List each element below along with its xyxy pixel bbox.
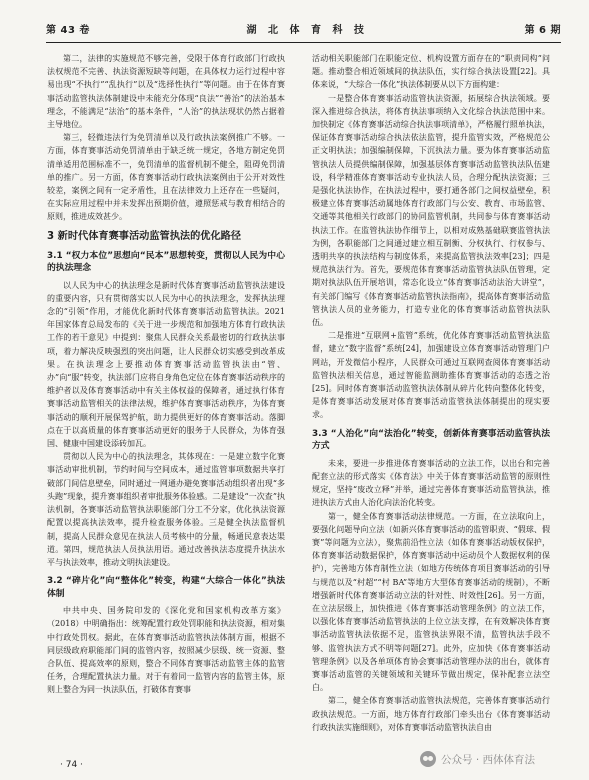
- issue-label: 第 6 期: [524, 24, 561, 36]
- paragraph: 以人民为中心的执法理念是新时代体育赛事活动监管执法建设的重要内容，只有贯彻落实以人民为中心的执法理念，发挥执法理念的“引领”作用，才能优化新时代体育赛事活动监管执法。2021 年国家体育总局发布的《关于进一步规范和加强地方体育行政执法工作的若干意见》中提到：聚焦人民群众关系最密切的行政执法事项，着力解决反映强烈的突出问题，让人民群众切实感受到改革成果。在执法理念上要推动体育赛事活动监管执法由“管、办”向“服”转变，执法部门应将自身角色定位在体育赛事活动秩序的维护者以及体育赛事活动中有关主体权益的保障者，通过执行体育赛事活动监管相关的法律法规，维护体育赛事活动秩序，为体育赛事活动的顺利开展保驾护航，助力提供更好的体育赛事活动。落脚点在于以高质量的体育赛事活动更好的服务于人民群众，为体育强国、健康中国建设添砖加瓦。: [47, 280, 285, 449]
- paragraph: 第三，轻微违法行为免罚清单以及行政执法案例推广不够。一方面，体育赛事活动免罚清单由于缺乏统一规定，各地方制定免罚清单适用范围标准不一，免罚清单的监督机制不健全，阻碍免罚清单的推广。另一方面，体育赛事活动行政执法案例由于公开对效性较差，案例之间有一定矛盾性，且在法律效力上还存在一些疑问，在实际应用过程中并未发挥出预期价值，遵照惩戒与教育相结合的原则，推进成效甚少。: [47, 133, 285, 222]
- watermark-text: 公众号 · 西体体育法: [441, 753, 536, 766]
- paragraph: 二是推进“互联网+监管”系统，优化体育赛事活动监管执法监督，建立“数字监督”系统[24]，加强建设立体育赛事活动管理门户网站，开发微信小程序，人民群众可通过互联网查阅体育赛事活动监管执法相关信息，通过智能监测助推体育赛事活动的态透之治[25]。同时体育赛事活动监管执法体制从碎片化转向整体化转变，是体育赛事活动发展对体育赛事活动监管执法体制提出的现实要求。: [312, 331, 550, 420]
- page-number: · 74 ·: [60, 760, 83, 770]
- section-heading: 3 新时代体育赛事活动监管执法的优化路径: [47, 230, 242, 242]
- paragraph: 第一，健全体育赛事活动法律规范。一方面，在立法取向上，要强化问题导向立法（如新兴体育赛事活动的监管职责、“假球、假赛”等问题为立法），聚焦前沿性立法（如体育赛事活动版权保护，体育赛事活动数据保护，体育赛事活动中运动员个人数据权利的保护），完善地方体育制性立法（如地方传统体育项目赛事活动的引导与规范以及“村超”“村 BA”等地方大型体育赛事活动的规制），不断增强新时代体育赛事活动立法的针对性、时效性[26]。另一方面，在立法层级上，加快推进《体育赛事活动管理条例》的立法工作，以强化体育赛事活动监管执法的上位立法支撑，在有效解决体育赛事活动监管执法依据不足，监管执法界限不清，监管执法手段不够、监管执法方式不明等问题[27]。此外，应加快《体育赛事活动管理条例》以及各单项体育协会赛事活动管理办法的出台，就体育赛事活动监管的关键领域和关键环节做出规定，保补配套立法空白。: [312, 511, 550, 693]
- paragraph: 未来，要进一步推进体育赛事活动的立法工作，以出台和完善配套立法的形式落实《体育法》中关于体育赛事活动监管的原则性规定，坚持“废改立释”并举，通过完善体育赛事活动监管执法，推进执法方式由人治化向法治化转变。: [312, 458, 550, 508]
- watermark: [420, 748, 560, 770]
- subsection-heading: 3.1 “权力本位”思想向“民本”思想转变，贯彻以人民为中心的执法理念: [47, 250, 285, 274]
- paragraph: 中共中央、国务院印发的《深化党和国家机构改革方案》（2018）中明确指出：统筹配置行政处罚职能和执法资源，相对集中行政处罚权。据此，在体育赛事活动监管执法体制方面，根据不同层级政府职能部门间的监管内容，按照减少层级、统一资源、整合队伍、提高效率的原则，整合不同体育赛事活动监管主体的监管任务，合理配置执法力量。对于有着同一监管内容的监管主体，原则上整合为同一执法队伍，打破体育赛事: [47, 606, 285, 695]
- paragraph: 第二，健全体育赛事活动监管执法规范，完善体育赛事活动行政执法规范。一方面，地方体育行政部门牵头出台《体育赛事活动行政执法实施细则》，对体育赛事活动监管执法自由: [312, 696, 550, 732]
- paragraph: 贯彻以人民为中心的执法理念，其体现在：一是建立数字化赛事活动审批机制，节约时间与空间成本，通过监管事项数据共享打破部门间信息壁垒，同时通过一网通办避免赛事活动组织者出现“多头跑”现象，提升赛事组织者审批服务体验感。二是建设“一次查”执法机制，各赛事活动监管执法职能部门分工不分家，优化执法资源配置以提高执法效率，提升检查服务体验。三是健全执法监督机制，提高人民群众意见在执法人员考核中的分量，畅通民意表达渠道。第四，规范执法人员执法用语。通过改善执法态度提升执法水平与执法效率，推动文明执法建设。: [47, 452, 285, 567]
- paragraph: 一是整合体育赛事活动监管执法资源，拓展综合执法领域。要深入推进综合执法，将体育执法事项纳入文化综合执法范围中来。加快制定《体育赛事活动综合执法事项清单》，严格履行照单执法，保证体育赛事活动综合执法依法监管，提升监管实效，严格规范公正文明执法；加强编制保障，下沉执法力量。要为体育赛事活动监管执法人员提供编制保障，加强基层体育赛事活动监管执法队伍建设，科学精准体育赛事活动专业执法人员，合理分配执法资源；三是强化执法协作，在执法过程中，要打通各部门之间权益壁垒，积极建立体育赛事活动属地体育行政部门与公安、教育、市场监管、交通等其他相关行政部门的协同监管机制，共同参与体育赛事活动执法工作。在监管执法协作细节上，以相对成熟基础联赛监管执法为例，各职能部门之间通过建立相互制衡、分权执行、行权参与、透明共享的执法结构与制度体系，来提高监管执法效率[23]；四是规范执法行为。首先，要规范体育赛事活动监管执法队伍管理，定期对执法队伍开展培训，常态化设立“体育赛事活动法治大讲堂”，有关部门编写《体育赛事活动监管执法指南》，提高体育赛事活动监管执法人员的业务能力，打造专业化的体育赛事活动监管执法队伍。: [312, 93, 550, 328]
- left-column: [47, 52, 285, 697]
- paragraph: 第二，法律的实施规范不够完善，受限于体育行政部门行政执法权规范不完善、执法资源短缺等问题，在具体权力运行过程中容易出现“不执行”“乱执行”以及“选择性执行”等问题。由于在体育赛事活动监管执法体制建设中未能充分体现“良法”“善治”的法治基本理念，不能满足“法治”的基本条件，“人治”的执法现状仍然占据着主导地位。: [47, 54, 285, 130]
- journal-title: 湖 北 体 育 科 技: [246, 24, 368, 36]
- subsection-heading: 3.2 “碎片化”向“整体化”转变，构建“大综合一体化”执法体制: [47, 576, 285, 599]
- running-header: [46, 14, 561, 43]
- paragraph: 活动相关职能部门在职能定位、机构设置方面存在的“职责同构”问题。推动整合相近领域间的执法队伍，实行综合执法设置[22]。具体来说，“大综合一体化”执法体制要从以下方面构建：: [312, 54, 550, 90]
- right-column: [312, 52, 550, 734]
- wechat-icon: [420, 751, 436, 767]
- subsection-heading: 3.3 “人治化”向“法治化”转变，创新体育赛事活动监管执法方式: [312, 428, 550, 452]
- volume-label: 第 43 卷: [46, 24, 90, 36]
